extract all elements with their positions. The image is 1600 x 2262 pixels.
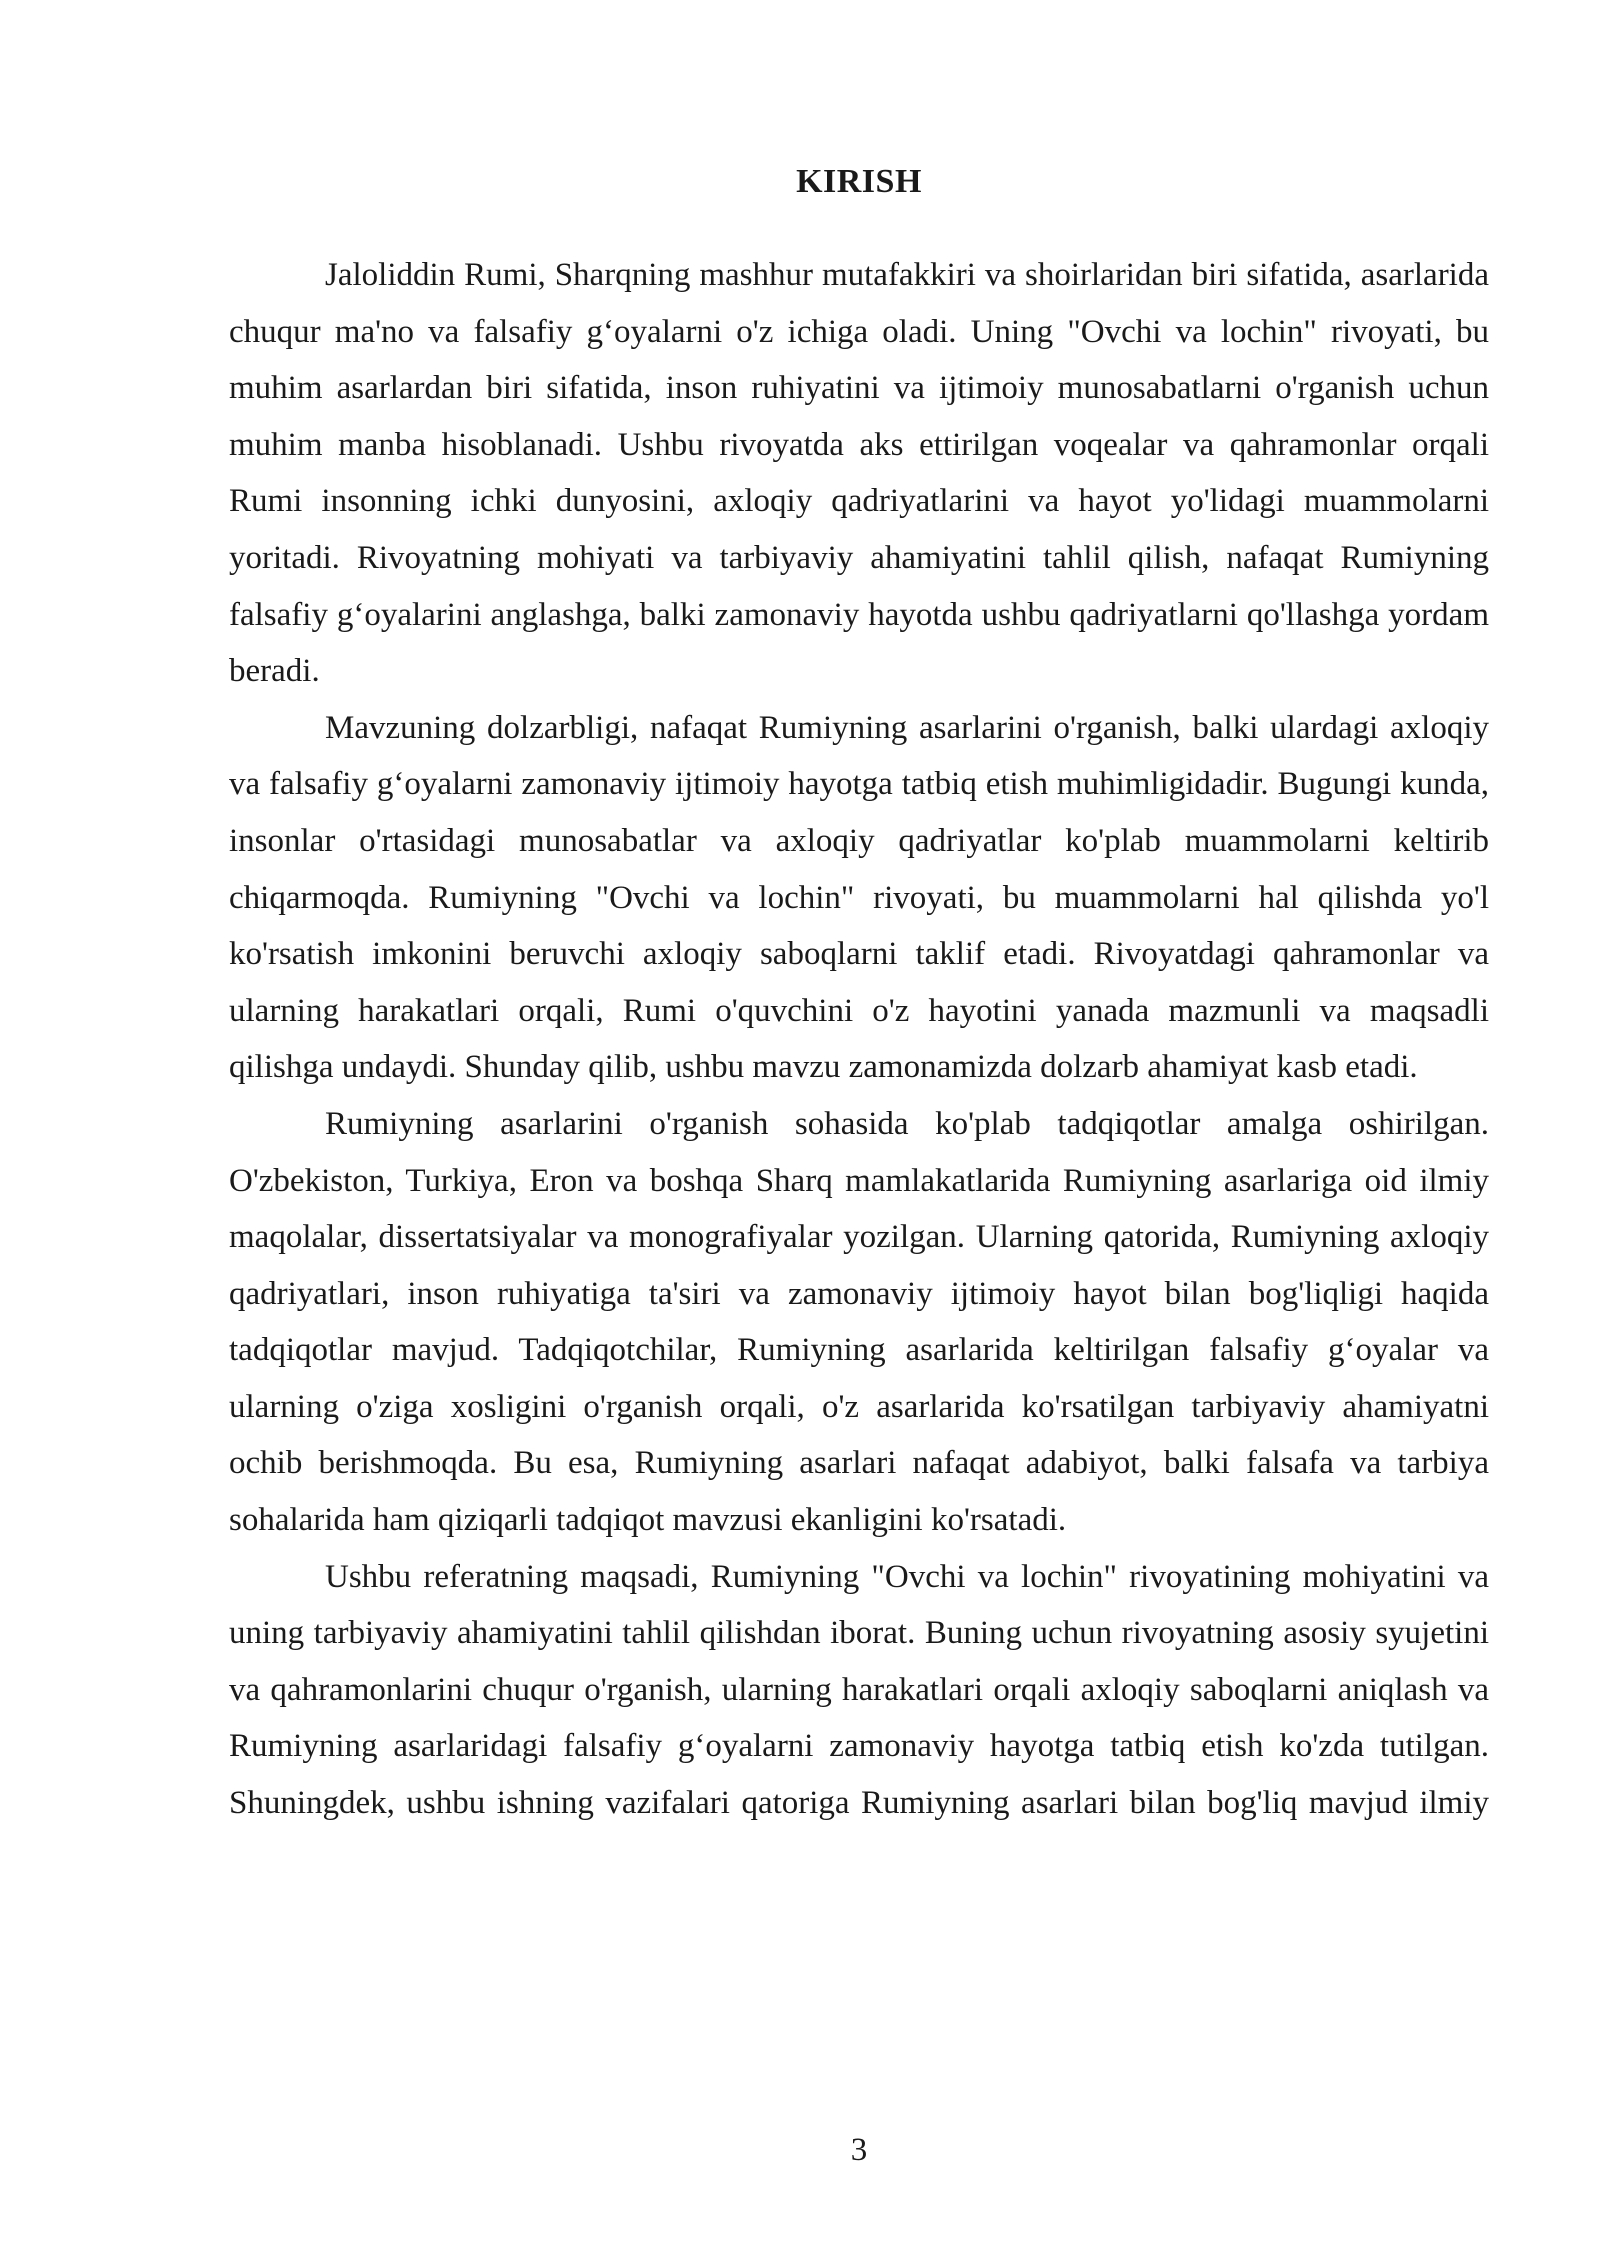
page-number: 3 [850, 2132, 868, 2168]
document-page [229, 0, 1489, 2262]
paragraph-intro: Jaloliddin Rumi, Sharqning mashhur mutafakkiri va shoirlaridan biri sifatida, asarlarida chuqur ma'no va falsafiy g‘oyalarni o'z ichiga oladi. Uning "Ovchi va lochin" rivoyati, bu muhim asarlardan biri sifatida, inson ruhiyatini va ijtimoiy munosabatlarni o'rganish uchun muhim manba hisoblanadi. Ushbu rivoyatda aks ettirilgan voqealar va qahramonlar orqali Rumi insonning ichki dunyosini, axloqiy qadriyatlarini va hayot yo'lidagi muammolarni yoritadi. Rivoyatning mohiyati va tarbiyaviy ahamiyatini tahlil qilish, nafaqat Rumiyning falsafiy g‘oyalarini anglashga, balki zamonaviy hayotda ushbu qadriyatlarni qo'llashga yordam beradi. [229, 257, 1489, 690]
page-title: KIRISH [796, 163, 922, 200]
paragraph-goal: Ushbu referatning maqsadi, Rumiyning "Ovchi va lochin" rivoyatining mohiyatini va uning tarbiyaviy ahamiyatini tahlil qilishdan iborat. Buning uchun rivoyatning asosiy syujetini va qahramonlarini chuqur o'rganish, ularning harakatlari orqali axloqiy saboqlarni aniqlash va Rumiyning asarlaridagi falsafiy g‘oyalarni zamonaviy hayotga tatbiq etish ko'zda tutilgan. Shuningdek, ushbu ishning vazifalari qatoriga Rumiyning asarlari bilan bog'liq mavjud ilmiy [229, 1558, 1489, 1822]
paragraph-relevance: Mavzuning dolzarbligi, nafaqat Rumiyning asarlarini o'rganish, balki ulardagi axloqiy va falsafiy g‘oyalarni zamonaviy ijtimoiy hayotga tatbiq etish muhimligidadir. Bugungi kunda, insonlar o'rtasidagi munosabatlar va axloqiy qadriyatlar ko'plab muammolarni keltirib chiqarmoqda. Rumiyning "Ovchi va lochin" rivoyati, bu muammolarni hal qilishda yo'l ko'rsatish imkonini beruvchi axloqiy saboqlarni taklif etadi. Rivoyatdagi qahramonlar va ularning harakatlari orqali, Rumi o'quvchini o'z hayotini yanada mazmunli va maqsadli qilishga undaydi. Shunday qilib, ushbu mavzu zamonamizda dolzarb ahamiyat kasb etadi. [229, 709, 1489, 1086]
paragraph-research: Rumiyning asarlarini o'rganish sohasida ko'plab tadqiqotlar amalga oshirilgan. O'zbekiston, Turkiya, Eron va boshqa Sharq mamlakatlarida Rumiyning asarlariga oid ilmiy maqolalar, dissertatsiyalar va monografiyalar yozilgan. Ularning qatorida, Rumiyning axloqiy qadriyatlari, inson ruhiyatiga ta'siri va zamonaviy ijtimoiy hayot bilan bog'liqligi haqida tadqiqotlar mavjud. Tadqiqotchilar, Rumiyning asarlarida keltirilgan falsafiy g‘oyalar va ularning o'ziga xosligini o'rganish orqali, o'z asarlarida ko'rsatilgan tarbiyaviy ahamiyatni ochib berishmoqda. Bu esa, Rumiyning asarlari nafaqat adabiyot, balki falsafa va tarbiya sohalarida ham qiziqarli tadqiqot mavzusi ekanligini ko'rsatadi. [229, 1105, 1489, 1539]
body-text [229, 247, 1489, 1832]
